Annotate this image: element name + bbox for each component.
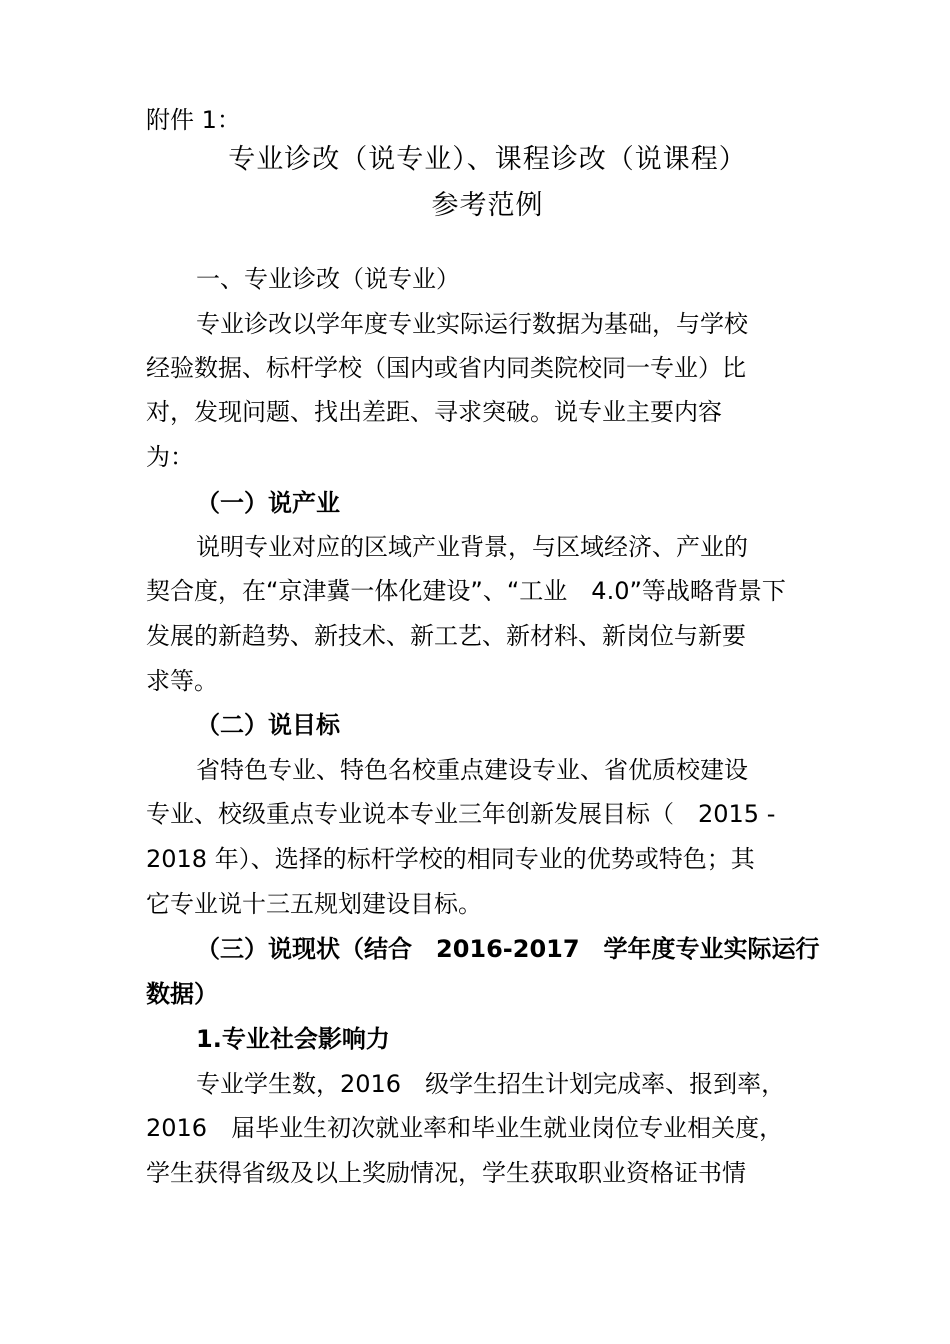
paragraph-line: 它专业说十三五规划建设目标。	[146, 890, 482, 918]
paragraph-line: 学生获得省级及以上奖励情况，学生获取职业资格证书情	[146, 1159, 746, 1187]
paragraph-line: 经验数据、标杆学校（国内或省内同类院校同一专业）比	[146, 354, 746, 382]
item-1-heading: 1.专业社会影响力	[196, 1025, 390, 1053]
document-title-line-1: 专业诊改（说专业）、课程诊改（说课程）	[228, 144, 747, 175]
paragraph-line: 2018 年）、选择的标杆学校的相同专业的优势或特色；其	[146, 845, 755, 873]
subsection-3-heading: （三）说现状（结合 2016-2017 学年度专业实际运行	[196, 935, 820, 963]
subsection-3-heading-cont: 数据）	[146, 980, 218, 1008]
paragraph-line: 对，发现问题、找出差距、寻求突破。说专业主要内容	[146, 398, 722, 426]
paragraph-line: 省特色专业、特色名校重点建设专业、省优质校建设	[196, 756, 748, 784]
paragraph-line: 专业、校级重点专业说本专业三年创新发展目标（ 2015 -	[146, 800, 776, 828]
paragraph-line: 契合度，在“京津冀一体化建设”、“工业 4.0”等战略背景下	[146, 577, 786, 605]
attachment-label: 附件 1：	[146, 106, 241, 134]
section-1-heading: 一、专业诊改（说专业）	[196, 265, 460, 293]
paragraph-line: 专业诊改以学年度专业实际运行数据为基础，与学校	[196, 310, 748, 338]
paragraph-line: 专业学生数，2016 级学生招生计划完成率、报到率，	[196, 1070, 786, 1098]
document-title-line-2: 参考范例	[431, 190, 544, 221]
subsection-1-heading: （一）说产业	[196, 489, 340, 517]
paragraph-line: 为：	[146, 443, 194, 471]
paragraph-line: 求等。	[146, 667, 218, 695]
paragraph-line: 说明专业对应的区域产业背景，与区域经济、产业的	[196, 533, 748, 561]
paragraph-line: 2016 届毕业生初次就业率和毕业生就业岗位专业相关度，	[146, 1114, 784, 1142]
subsection-2-heading: （二）说目标	[196, 711, 340, 739]
paragraph-line: 发展的新趋势、新技术、新工艺、新材料、新岗位与新要	[146, 622, 746, 650]
